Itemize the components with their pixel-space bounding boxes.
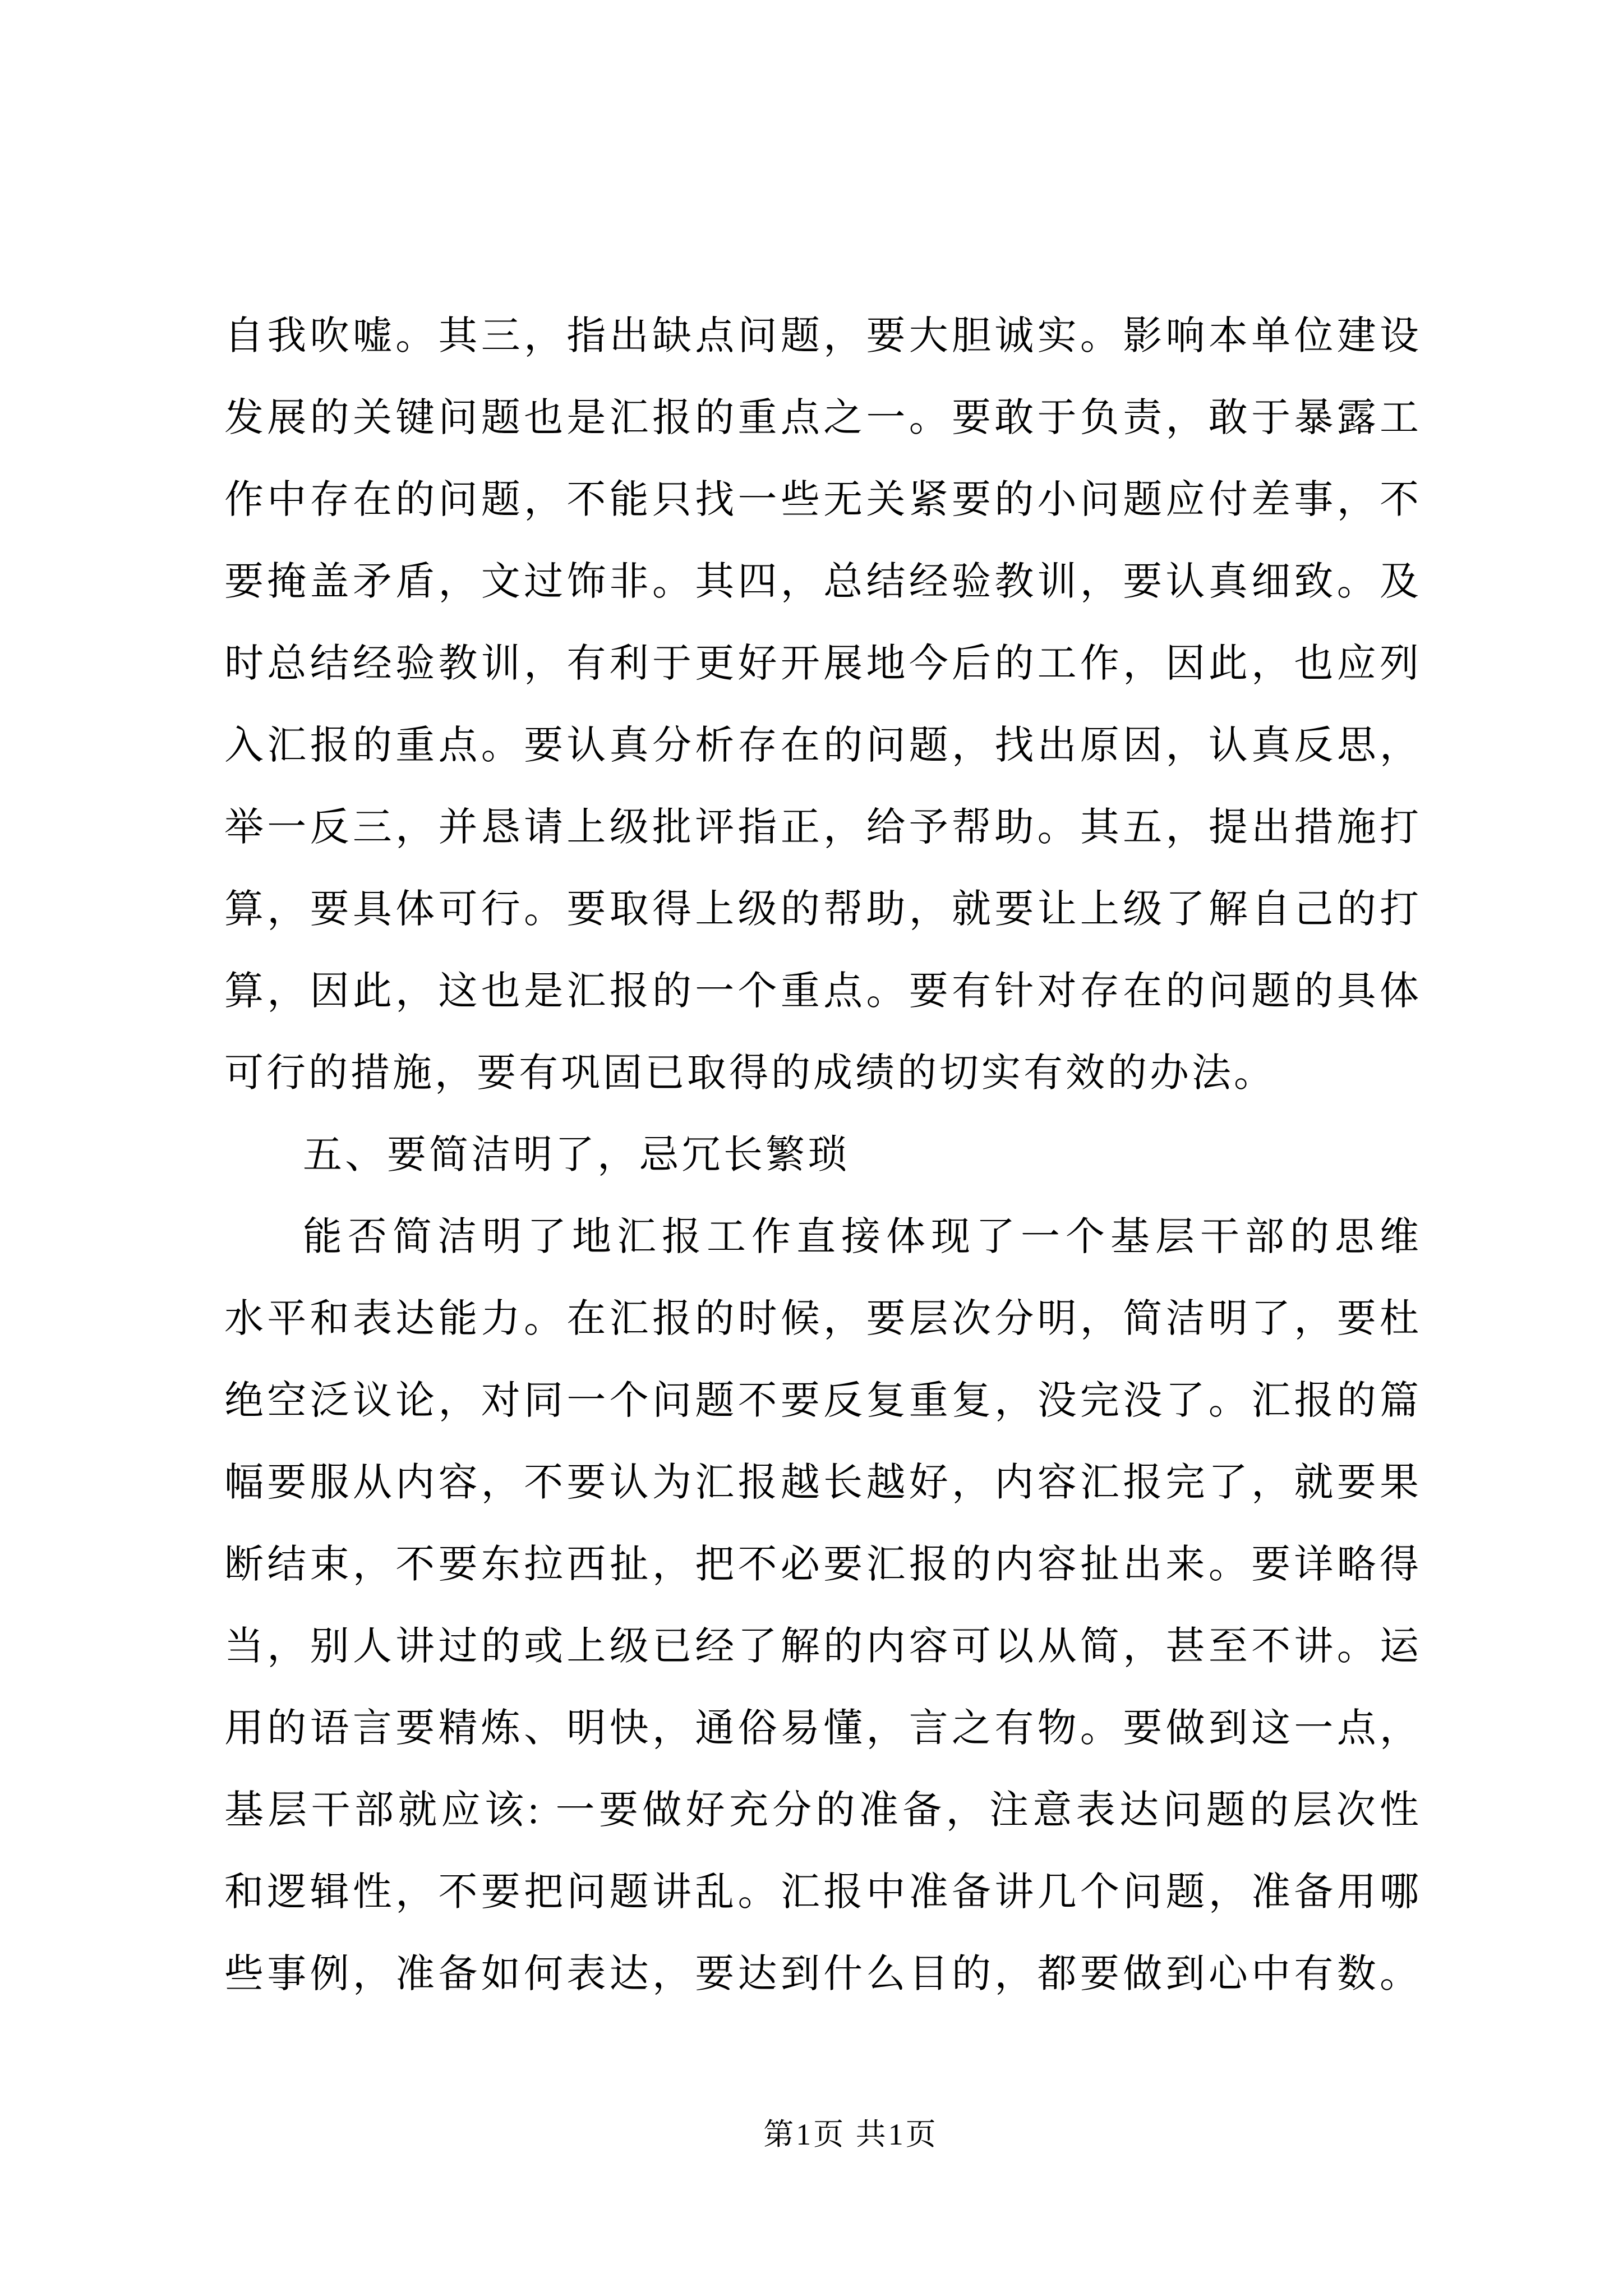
text-line: 举一反三，并恳请上级批评指正，给予帮助。其五，提出措施打 (224, 806, 1422, 849)
text-line: 作中存在的问题，不能只找一些无关紧要的小问题应付差事，不 (224, 478, 1422, 522)
section-heading: 五、要简洁明了，忌冗长繁琐 (303, 1134, 850, 1177)
text-line: 算，因此，这也是汇报的一个重点。要有针对存在的问题的具体 (224, 970, 1422, 1013)
text-line: 基层干部就应该: 一要做好充分的准备，注意表达问题的层次性 (224, 1789, 1422, 1832)
text-line-paragraph-end: 可行的措施，要有巩固已取得的成绩的切实有效的办法。 (224, 1052, 1276, 1095)
text-line: 幅要服从内容，不要认为汇报越长越好，内容汇报完了，就要果 (224, 1461, 1422, 1504)
document-text-block (224, 296, 1422, 2016)
text-line: 断结束，不要东拉西扯，把不必要汇报的内容扯出来。要详略得 (224, 1543, 1422, 1586)
text-line: 时总结经验教训，有利于更好开展地今后的工作，因此，也应列 (224, 642, 1422, 685)
text-line: 发展的关键问题也是汇报的重点之一。要敢于负责，敢于暴露工 (224, 397, 1422, 440)
text-line: 自我吹嘘。其三，指出缺点问题，要大胆诚实。影响本单位建设 (224, 315, 1422, 358)
text-line: 算，要具体可行。要取得上级的帮助，就要让上级了解自己的打 (224, 888, 1422, 931)
text-line: 和逻辑性，不要把问题讲乱。汇报中准备讲几个问题，准备用哪 (224, 1871, 1422, 1914)
text-line: 用的语言要精炼、明快，通俗易懂，言之有物。要做到这一点， (224, 1707, 1422, 1750)
text-line: 当，别人讲过的或上级已经了解的内容可以从简，甚至不讲。运 (224, 1625, 1422, 1668)
text-line: 些事例，准备如何表达，要达到什么目的，都要做到心中有数。 (224, 1953, 1422, 1996)
text-line: 水平和表达能力。在汇报的时候，要层次分明，简洁明了，要杜 (224, 1297, 1422, 1341)
page-footer (0, 2115, 1623, 2154)
text-line: 要掩盖矛盾，文过饰非。其四，总结经验教训，要认真细致。及 (224, 560, 1422, 604)
text-line: 入汇报的重点。要认真分析存在的问题，找出原因，认真反思， (224, 724, 1422, 767)
text-line-paragraph-start: 能否简洁明了地汇报工作直接体现了一个基层干部的思维 (303, 1216, 1422, 1259)
text-line: 绝空泛议论，对同一个问题不要反复重复，没完没了。汇报的篇 (224, 1379, 1422, 1423)
page-number-indicator: 第1页 共1页 (763, 2118, 938, 2151)
